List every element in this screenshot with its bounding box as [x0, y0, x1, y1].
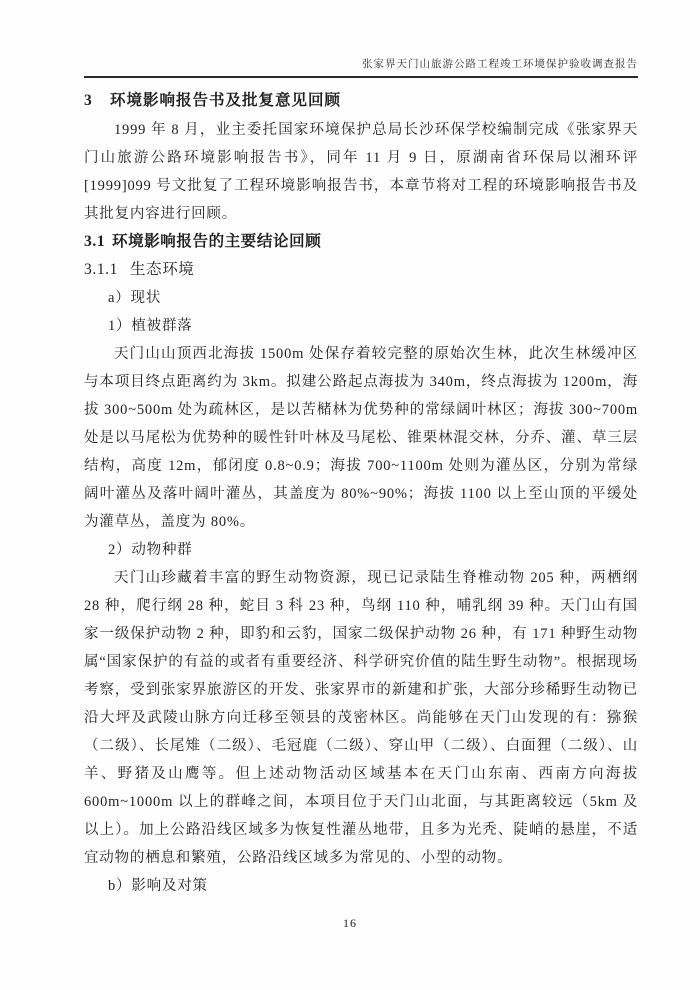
subsection-heading	[84, 228, 638, 256]
section-heading	[84, 86, 638, 116]
list-item-b-impact: b）影响及对策	[108, 878, 208, 894]
page-number: 16	[343, 916, 357, 930]
subsubsection-number: 3.1.1	[84, 261, 118, 278]
subsection-title: 环境影响报告的主要结论回顾	[112, 233, 322, 250]
document-body	[84, 86, 638, 900]
running-header-title: 张家界天门山旅游公路工程竣工环境保护验收调查报告	[362, 59, 638, 70]
paragraph-intro: 1999 年 8 月，业主委托国家环境保护总局长沙环保学校编制完成《张家界天门山旅游公路环境影响报告书》，同年 11 月 9 日，原湖南省环保局以湘环评[1999]099 号文批复了工程环境影响报告书，本章节将对工程的环境影响报告书及其批复内容进行回顾。	[84, 122, 638, 222]
paragraph-animals: 天门山珍藏着丰富的野生动物资源，现已记录陆生脊椎动物 205 种，两栖纲 28 种，爬行纲 28 种，蛇目 3 科 23 种，鸟纲 110 种，哺乳纲 39 种。天门山有国家一级保护动物 2 种，即豹和云豹，国家二级保护动物 26 种，有 171 种野生动物属“国家保护的有益的或者有重要经济、科学研究价值的陆生野生动物”。根据现场考察，受到张家界旅游区的开发、张家界市的新建和扩张，大部分珍稀野生动物已沿大坪及武陵山脉方向迁移至领县的茂密林区。尚能够在天门山发现的有：猕猴（二级）、长尾雉（二级）、毛冠鹿（二级）、穿山甲（二级）、白面狸（二级）、山羊、野猪及山鹰等。但上述动物活动区域基本在天门山东南、西南方向海拔 600m~1000m 以上的群峰之间，本项目位于天门山北面，与其距离较远（5km 及以上）。加上公路沿线区域多为恢复性灌丛地带，且多为光秃、陡峭的悬崖，不适宜动物的栖息和繁殖，公路沿线区域多为常见的、小型的动物。	[84, 570, 638, 866]
list-item-1-vegetation: 1）植被群落	[108, 318, 193, 334]
running-header	[84, 56, 638, 78]
list-item-2-animals: 2）动物种群	[108, 542, 193, 558]
list-item-a-status: a）现状	[108, 290, 162, 306]
subsection-number: 3.1	[84, 233, 106, 250]
subsubsection-heading	[84, 256, 638, 284]
subsubsection-title: 生态环境	[130, 261, 195, 278]
section-number: 3	[84, 92, 93, 109]
section-title: 环境影响报告书及批复意见回顾	[110, 92, 342, 109]
paragraph-vegetation: 天门山山顶西北海拔 1500m 处保存着较完整的原始次生林，此次生林缓冲区与本项目终点距离约为 3km。拟建公路起点海拔为 340m，终点海拔为 1200m，海拔 300~500m 处为疏林区，是以苦槠林为优势种的常绿阔叶林区；海拔 300~700m 处是以马尾松为优势种的暖性针叶林及马尾松、锥栗林混交林，分乔、灌、草三层结构，高度 12m，郁闭度 0.8~0.9；海拔 700~1100m 处则为灌丛区，分别为常绿阔叶灌丛及落叶阔叶灌丛，其盖度为 80%~90%；海拔 1100 以上至山顶的平缓处为灌草丛，盖度为 80%。	[84, 346, 638, 530]
